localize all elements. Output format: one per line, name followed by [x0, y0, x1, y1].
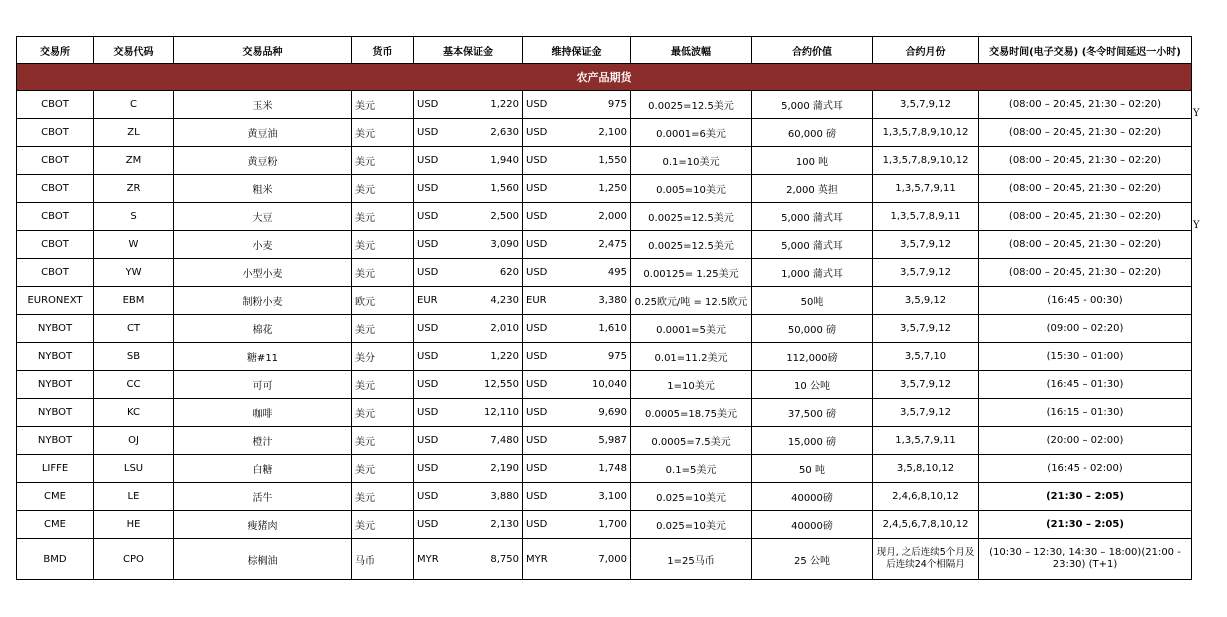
header-product: 交易品种	[174, 37, 352, 64]
base-margin-currency: USD	[414, 455, 454, 483]
product-cell: 黄豆油	[174, 119, 352, 147]
contract-months-cell: 1,3,5,7,9,11	[873, 427, 979, 455]
currency-cell: 美元	[352, 91, 414, 119]
contract-value-cell: 25 公吨	[752, 539, 873, 580]
table-row	[17, 511, 1192, 539]
base-margin-currency: USD	[414, 399, 454, 427]
currency-cell: 美元	[352, 371, 414, 399]
table-row	[17, 231, 1192, 259]
exchange-cell: NYBOT	[17, 343, 94, 371]
contract-months-cell: 3,5,7,9,12	[873, 315, 979, 343]
exchange-cell: CME	[17, 511, 94, 539]
trading-hours-cell: (08:00 – 20:45, 21:30 – 02:20)	[979, 175, 1192, 203]
table-row	[17, 483, 1192, 511]
base-margin-amount: 1,220	[454, 91, 523, 119]
maint-margin-currency: USD	[523, 483, 563, 511]
base-margin-currency: USD	[414, 175, 454, 203]
code-cell: CT	[94, 315, 174, 343]
maint-margin-amount: 2,100	[563, 119, 631, 147]
trading-hours-cell: (08:00 – 20:45, 21:30 – 02:20)	[979, 91, 1192, 119]
header-value: 合约价值	[752, 37, 873, 64]
contract-months-cell: 3,5,7,10	[873, 343, 979, 371]
contract-months-cell: 现月, 之后连续5个月及后连续24个相隔月	[873, 539, 979, 580]
code-cell: ZR	[94, 175, 174, 203]
currency-cell: 美元	[352, 315, 414, 343]
product-cell: 瘦猪肉	[174, 511, 352, 539]
header-base-margin: 基本保证金	[414, 37, 523, 64]
header-maint-margin: 维持保证金	[523, 37, 631, 64]
code-cell: S	[94, 203, 174, 231]
maint-margin-currency: USD	[523, 427, 563, 455]
exchange-cell: CBOT	[17, 203, 94, 231]
tick-cell: 0.1=5美元	[631, 455, 752, 483]
maint-margin-currency: USD	[523, 231, 563, 259]
maint-margin-currency: USD	[523, 371, 563, 399]
product-cell: 小麦	[174, 231, 352, 259]
base-margin-amount: 12,110	[454, 399, 523, 427]
trading-hours-cell: (16:45 - 00:30)	[979, 287, 1192, 315]
exchange-cell: LIFFE	[17, 455, 94, 483]
tick-cell: 0.25欧元/吨 = 12.5欧元	[631, 287, 752, 315]
contract-value-cell: 1,000 蒲式耳	[752, 259, 873, 287]
tick-cell: 1=10美元	[631, 371, 752, 399]
exchange-cell: CBOT	[17, 231, 94, 259]
base-margin-currency: USD	[414, 427, 454, 455]
header-row	[17, 37, 1192, 64]
base-margin-amount: 4,230	[454, 287, 523, 315]
table-row	[17, 539, 1192, 580]
currency-cell: 美元	[352, 483, 414, 511]
maint-margin-amount: 1,610	[563, 315, 631, 343]
base-margin-currency: USD	[414, 343, 454, 371]
tick-cell: 0.0025=12.5美元	[631, 91, 752, 119]
table-row	[17, 175, 1192, 203]
trading-hours-cell: (20:00 – 02:00)	[979, 427, 1192, 455]
currency-cell: 美元	[352, 427, 414, 455]
table-row	[17, 455, 1192, 483]
table-row	[17, 287, 1192, 315]
tick-cell: 0.00125= 1.25美元	[631, 259, 752, 287]
base-margin-amount: 3,880	[454, 483, 523, 511]
code-cell: KC	[94, 399, 174, 427]
header-hours: 交易时间(电子交易) (冬令时间延迟一小时)	[979, 37, 1192, 64]
contract-value-cell: 40000磅	[752, 511, 873, 539]
contract-value-cell: 50,000 磅	[752, 315, 873, 343]
product-cell: 大豆	[174, 203, 352, 231]
currency-cell: 美元	[352, 231, 414, 259]
contract-months-cell: 3,5,7,9,12	[873, 231, 979, 259]
base-margin-currency: USD	[414, 483, 454, 511]
exchange-cell: CBOT	[17, 119, 94, 147]
trading-hours-cell: (08:00 – 20:45, 21:30 – 02:20)	[979, 231, 1192, 259]
maint-margin-currency: EUR	[523, 287, 563, 315]
currency-cell: 美分	[352, 343, 414, 371]
maint-margin-currency: MYR	[523, 539, 563, 580]
contract-value-cell: 5,000 蒲式耳	[752, 91, 873, 119]
trading-hours-cell: (16:45 – 01:30)	[979, 371, 1192, 399]
base-margin-amount: 1,560	[454, 175, 523, 203]
tick-cell: 0.0025=12.5美元	[631, 231, 752, 259]
currency-cell: 美元	[352, 259, 414, 287]
tick-cell: 0.0005=18.75美元	[631, 399, 752, 427]
exchange-cell: NYBOT	[17, 427, 94, 455]
tick-cell: 0.025=10美元	[631, 511, 752, 539]
base-margin-amount: 2,130	[454, 511, 523, 539]
maint-margin-amount: 975	[563, 91, 631, 119]
tick-cell: 0.0005=7.5美元	[631, 427, 752, 455]
trading-hours-cell: (08:00 – 20:45, 21:30 – 02:20)	[979, 203, 1192, 231]
contract-value-cell: 112,000磅	[752, 343, 873, 371]
product-cell: 玉米	[174, 91, 352, 119]
contract-value-cell: 60,000 磅	[752, 119, 873, 147]
contract-months-cell: 3,5,7,9,12	[873, 91, 979, 119]
table-row	[17, 259, 1192, 287]
product-cell: 橙汁	[174, 427, 352, 455]
base-margin-currency: EUR	[414, 287, 454, 315]
trading-hours-cell: (08:00 – 20:45, 21:30 – 02:20)	[979, 259, 1192, 287]
side-mark-1: Y	[1193, 108, 1200, 119]
contract-value-cell: 100 吨	[752, 147, 873, 175]
table-title: 农产品期货	[17, 64, 1192, 91]
exchange-cell: CBOT	[17, 147, 94, 175]
base-margin-currency: USD	[414, 119, 454, 147]
exchange-cell: EURONEXT	[17, 287, 94, 315]
exchange-cell: NYBOT	[17, 399, 94, 427]
contract-value-cell: 15,000 磅	[752, 427, 873, 455]
product-cell: 活牛	[174, 483, 352, 511]
maint-margin-currency: USD	[523, 511, 563, 539]
exchange-cell: CBOT	[17, 175, 94, 203]
contract-value-cell: 5,000 蒲式耳	[752, 203, 873, 231]
base-margin-currency: USD	[414, 231, 454, 259]
product-cell: 棉花	[174, 315, 352, 343]
table-row	[17, 315, 1192, 343]
currency-cell: 美元	[352, 399, 414, 427]
table-row	[17, 119, 1192, 147]
base-margin-amount: 2,010	[454, 315, 523, 343]
title-row	[17, 64, 1192, 91]
base-margin-amount: 1,220	[454, 343, 523, 371]
code-cell: LSU	[94, 455, 174, 483]
base-margin-amount: 7,480	[454, 427, 523, 455]
base-margin-currency: USD	[414, 147, 454, 175]
maint-margin-currency: USD	[523, 91, 563, 119]
table-row	[17, 371, 1192, 399]
code-cell: ZM	[94, 147, 174, 175]
base-margin-amount: 1,940	[454, 147, 523, 175]
header-months: 合约月份	[873, 37, 979, 64]
base-margin-currency: USD	[414, 511, 454, 539]
table-row	[17, 399, 1192, 427]
tick-cell: 0.01=11.2美元	[631, 343, 752, 371]
exchange-cell: NYBOT	[17, 371, 94, 399]
maint-margin-currency: USD	[523, 315, 563, 343]
contract-value-cell: 50吨	[752, 287, 873, 315]
header-code: 交易代码	[94, 37, 174, 64]
maint-margin-amount: 1,250	[563, 175, 631, 203]
table-row	[17, 203, 1192, 231]
base-margin-currency: USD	[414, 91, 454, 119]
product-cell: 棕榈油	[174, 539, 352, 580]
exchange-cell: CBOT	[17, 91, 94, 119]
code-cell: HE	[94, 511, 174, 539]
contract-value-cell: 10 公吨	[752, 371, 873, 399]
table-row	[17, 147, 1192, 175]
base-margin-amount: 12,550	[454, 371, 523, 399]
tick-cell: 0.1=10美元	[631, 147, 752, 175]
maint-margin-amount: 975	[563, 343, 631, 371]
base-margin-amount: 620	[454, 259, 523, 287]
base-margin-currency: USD	[414, 259, 454, 287]
header-currency: 货币	[352, 37, 414, 64]
currency-cell: 美元	[352, 203, 414, 231]
base-margin-currency: USD	[414, 371, 454, 399]
product-cell: 可可	[174, 371, 352, 399]
base-margin-currency: USD	[414, 315, 454, 343]
product-cell: 黄豆粉	[174, 147, 352, 175]
base-margin-currency: MYR	[414, 539, 454, 580]
trading-hours-cell: (15:30 – 01:00)	[979, 343, 1192, 371]
base-margin-amount: 8,750	[454, 539, 523, 580]
product-cell: 咖啡	[174, 399, 352, 427]
code-cell: OJ	[94, 427, 174, 455]
base-margin-amount: 2,190	[454, 455, 523, 483]
exchange-cell: CBOT	[17, 259, 94, 287]
maint-margin-currency: USD	[523, 455, 563, 483]
base-margin-currency: USD	[414, 203, 454, 231]
contract-months-cell: 1,3,5,7,8,9,10,12	[873, 147, 979, 175]
maint-margin-amount: 2,000	[563, 203, 631, 231]
code-cell: CPO	[94, 539, 174, 580]
contract-value-cell: 40000磅	[752, 483, 873, 511]
contract-value-cell: 50 吨	[752, 455, 873, 483]
contract-months-cell: 3,5,7,9,12	[873, 399, 979, 427]
code-cell: SB	[94, 343, 174, 371]
trading-hours-cell: (16:45 - 02:00)	[979, 455, 1192, 483]
tick-cell: 0.0025=12.5美元	[631, 203, 752, 231]
contract-value-cell: 37,500 磅	[752, 399, 873, 427]
header-exchange: 交易所	[17, 37, 94, 64]
contract-months-cell: 1,3,5,7,8,9,11	[873, 203, 979, 231]
base-margin-amount: 2,630	[454, 119, 523, 147]
tick-cell: 0.0001=6美元	[631, 119, 752, 147]
tick-cell: 0.0001=5美元	[631, 315, 752, 343]
code-cell: EBM	[94, 287, 174, 315]
trading-hours-cell: (21:30 – 2:05)	[979, 511, 1192, 539]
currency-cell: 美元	[352, 175, 414, 203]
code-cell: W	[94, 231, 174, 259]
side-mark-2: Y	[1193, 220, 1200, 231]
futures-table	[16, 36, 1192, 580]
trading-hours-cell: (08:00 – 20:45, 21:30 – 02:20)	[979, 119, 1192, 147]
code-cell: LE	[94, 483, 174, 511]
table-row	[17, 427, 1192, 455]
exchange-cell: CME	[17, 483, 94, 511]
tick-cell: 1=25马币	[631, 539, 752, 580]
currency-cell: 美元	[352, 147, 414, 175]
product-cell: 粗米	[174, 175, 352, 203]
code-cell: ZL	[94, 119, 174, 147]
base-margin-amount: 2,500	[454, 203, 523, 231]
maint-margin-amount: 7,000	[563, 539, 631, 580]
currency-cell: 欧元	[352, 287, 414, 315]
maint-margin-amount: 1,550	[563, 147, 631, 175]
trading-hours-cell: (21:30 – 2:05)	[979, 483, 1192, 511]
tick-cell: 0.025=10美元	[631, 483, 752, 511]
contract-months-cell: 2,4,6,8,10,12	[873, 483, 979, 511]
contract-months-cell: 3,5,8,10,12	[873, 455, 979, 483]
code-cell: YW	[94, 259, 174, 287]
product-cell: 小型小麦	[174, 259, 352, 287]
contract-months-cell: 3,5,9,12	[873, 287, 979, 315]
product-cell: 白糖	[174, 455, 352, 483]
maint-margin-amount: 1,700	[563, 511, 631, 539]
maint-margin-amount: 10,040	[563, 371, 631, 399]
contract-value-cell: 5,000 蒲式耳	[752, 231, 873, 259]
trading-hours-cell: (09:00 – 02:20)	[979, 315, 1192, 343]
contract-months-cell: 3,5,7,9,12	[873, 371, 979, 399]
maint-margin-currency: USD	[523, 147, 563, 175]
contract-months-cell: 1,3,5,7,8,9,10,12	[873, 119, 979, 147]
maint-margin-amount: 3,100	[563, 483, 631, 511]
maint-margin-amount: 5,987	[563, 427, 631, 455]
product-cell: 制粉小麦	[174, 287, 352, 315]
currency-cell: 马币	[352, 539, 414, 580]
code-cell: CC	[94, 371, 174, 399]
maint-margin-currency: USD	[523, 343, 563, 371]
exchange-cell: BMD	[17, 539, 94, 580]
maint-margin-currency: USD	[523, 399, 563, 427]
contract-months-cell: 2,4,5,6,7,8,10,12	[873, 511, 979, 539]
maint-margin-amount: 2,475	[563, 231, 631, 259]
table-row	[17, 343, 1192, 371]
maint-margin-amount: 495	[563, 259, 631, 287]
trading-hours-cell: (16:15 – 01:30)	[979, 399, 1192, 427]
maint-margin-amount: 3,380	[563, 287, 631, 315]
header-tick: 最低波幅	[631, 37, 752, 64]
maint-margin-amount: 1,748	[563, 455, 631, 483]
trading-hours-cell: (08:00 – 20:45, 21:30 – 02:20)	[979, 147, 1192, 175]
maint-margin-currency: USD	[523, 203, 563, 231]
product-cell: 糖#11	[174, 343, 352, 371]
contract-value-cell: 2,000 英担	[752, 175, 873, 203]
contract-months-cell: 1,3,5,7,9,11	[873, 175, 979, 203]
currency-cell: 美元	[352, 119, 414, 147]
maint-margin-currency: USD	[523, 175, 563, 203]
contract-months-cell: 3,5,7,9,12	[873, 259, 979, 287]
maint-margin-currency: USD	[523, 259, 563, 287]
base-margin-amount: 3,090	[454, 231, 523, 259]
currency-cell: 美元	[352, 511, 414, 539]
code-cell: C	[94, 91, 174, 119]
trading-hours-cell: (10:30 – 12:30, 14:30 – 18:00)(21:00 - 23:30) (T+1)	[979, 539, 1192, 580]
exchange-cell: NYBOT	[17, 315, 94, 343]
maint-margin-currency: USD	[523, 119, 563, 147]
tick-cell: 0.005=10美元	[631, 175, 752, 203]
currency-cell: 美元	[352, 455, 414, 483]
maint-margin-amount: 9,690	[563, 399, 631, 427]
table-row	[17, 91, 1192, 119]
